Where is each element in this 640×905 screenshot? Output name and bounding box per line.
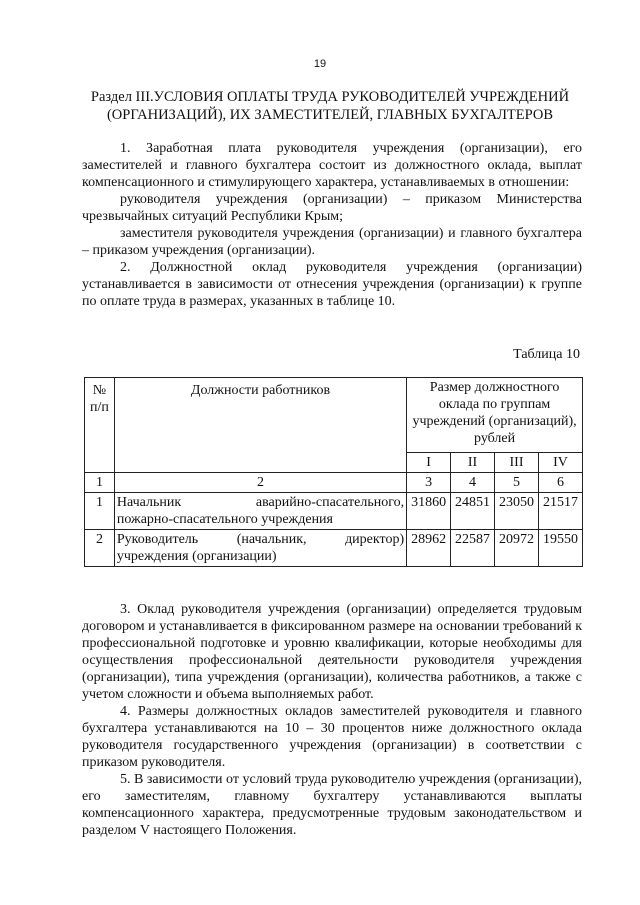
paragraphs-top <box>82 140 582 310</box>
section-title <box>80 88 580 124</box>
paragraph-2: 2. Должностной оклад руководителя учреждения (организации) устанавливается в зависимости от отнесения учреждения (организации) к группе по оплате труда в размерах, указанных в таблице 10. <box>82 260 582 309</box>
salary-table <box>84 377 583 567</box>
index-cell: 2 <box>114 473 406 493</box>
salary-value: 28962 <box>407 530 451 567</box>
paragraph-4: 4. Размеры должностных окладов заместителей руководителя и главного бухгалтера устанавливаются на 10 – 30 процентов ниже должностного оклада руководителя государственного учреждения (организации) в соответствии с приказом руководителя. <box>82 704 582 770</box>
header-position: Должности работников <box>114 378 406 473</box>
table-caption: Таблица 10 <box>513 347 580 362</box>
table-row <box>85 530 583 567</box>
index-cell: 3 <box>407 473 451 493</box>
paragraph-1b: заместителя руководителя учреждения (организации) и главного бухгалтера – приказом учреждения (организации). <box>82 226 582 258</box>
salary-value: 31860 <box>407 493 451 530</box>
paragraphs-bottom <box>82 601 582 839</box>
salary-value: 19550 <box>538 530 582 567</box>
section-title-line-2: (ОРГАНИЗАЦИЙ), ИХ ЗАМЕСТИТЕЛЕЙ, ГЛАВНЫХ БУХГАЛТЕРОВ <box>106 107 554 123</box>
paragraph-1: 1. Заработная плата руководителя учреждения (организации), его заместителей и главного бухгалтера состоит из должностного оклада, выплат компенсационного и стимулирующего характера, устанавливаемых в отношении: <box>82 141 582 190</box>
salary-value: 24851 <box>451 493 495 530</box>
salary-value: 23050 <box>495 493 539 530</box>
group-cell: I <box>407 453 451 473</box>
header-number: № п/п <box>85 378 115 473</box>
group-cell: II <box>451 453 495 473</box>
salary-value: 22587 <box>451 530 495 567</box>
header-salary-size: Размер должностного оклада по группам учреждений (организаций), рублей <box>407 378 583 453</box>
salary-value: 21517 <box>538 493 582 530</box>
index-cell: 4 <box>451 473 495 493</box>
group-cell: IV <box>538 453 582 473</box>
row-number: 1 <box>85 493 115 530</box>
section-title-line-1: Раздел III.УСЛОВИЯ ОПЛАТЫ ТРУДА РУКОВОДИТЕЛЕЙ УЧРЕЖДЕНИЙ <box>90 89 570 105</box>
table-index-row <box>85 473 583 493</box>
paragraph-3: 3. Оклад руководителя учреждения (организации) определяется трудовым договором и устанавливается в фиксированном размере на основании требований к профессиональной подготовке и уровню квалификации, которые необходимы для осуществления профессиональной деятельности руководителя учреждения (организации), типа учреждения (организации), количества работников, а также с учетом сложности и объема выполняемых работ. <box>82 602 582 702</box>
salary-value: 20972 <box>495 530 539 567</box>
page-number: 19 <box>313 58 327 70</box>
row-position: Начальник аварийно-спасательного, пожарно-спасательного учреждения <box>114 493 406 530</box>
row-position: Руководитель (начальник, директор) учреждения (организации) <box>114 530 406 567</box>
index-cell: 5 <box>495 473 539 493</box>
index-cell: 6 <box>538 473 582 493</box>
group-cell: III <box>495 453 539 473</box>
index-cell: 1 <box>85 473 115 493</box>
table-header-row <box>85 378 583 453</box>
table-row <box>85 493 583 530</box>
paragraph-5: 5. В зависимости от условий труда руководителю учреждения (организации), его заместителям, главному бухгалтеру устанавливаются выплаты компенсационного характера, предусмотренные трудовым законодательством и разделом V настоящего Положения. <box>82 772 582 838</box>
paragraph-1a: руководителя учреждения (организации) – приказом Министерства чрезвычайных ситуаций Республики Крым; <box>82 192 582 224</box>
row-number: 2 <box>85 530 115 567</box>
